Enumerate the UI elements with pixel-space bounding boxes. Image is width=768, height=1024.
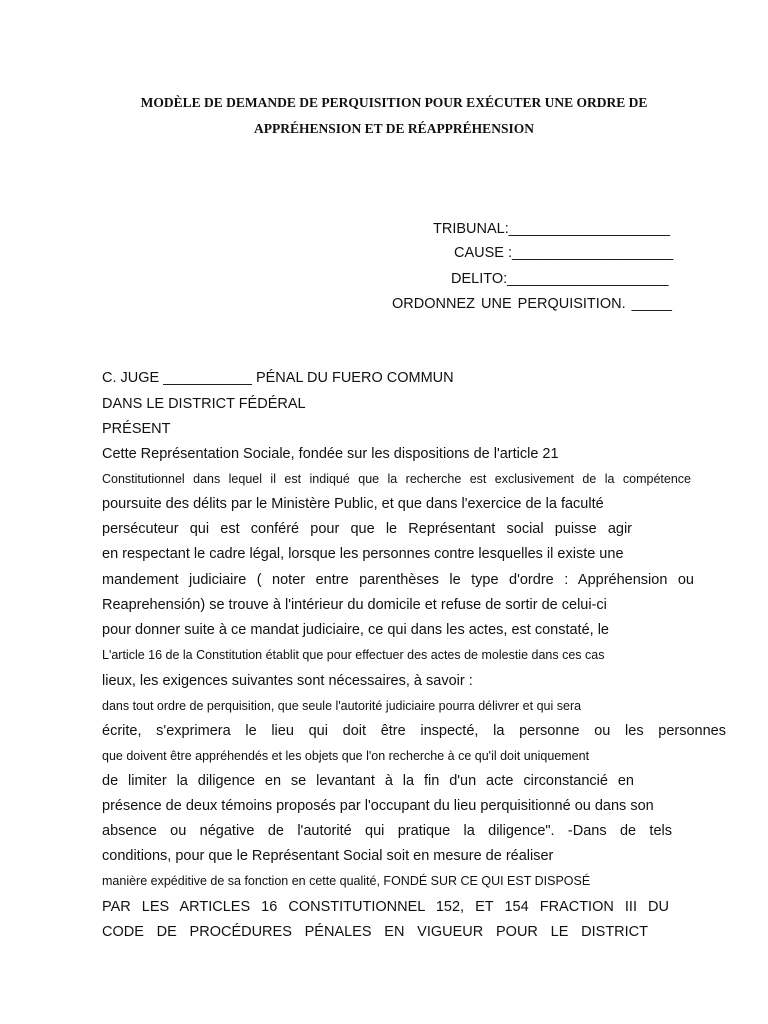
ordonnez-field: ORDONNEZ UNE PERQUISITION. _____	[392, 296, 672, 312]
body-line: CODE DE PROCÉDURES PÉNALES EN VIGUEUR POUR LE DISTRICT	[102, 924, 648, 940]
body-line: en respectant le cadre légal, lorsque les personnes contre lesquelles il existe une	[102, 546, 624, 562]
body-line: présence de deux témoins proposés par l'occupant du lieu perquisitionné ou dans son	[102, 798, 654, 814]
body-line: C. JUGE ___________ PÉNAL DU FUERO COMMUN	[102, 370, 454, 386]
body-line: conditions, pour que le Représentant Social soit en mesure de réaliser	[102, 848, 554, 864]
body-line: de limiter la diligence en se levantant à la fin d'un acte circonstancié en	[102, 773, 634, 789]
body-line: persécuteur qui est conféré pour que le Représentant social puisse agir	[102, 521, 632, 537]
body-line: absence ou négative de l'autorité qui pratique la diligence". -Dans de tels	[102, 823, 672, 839]
body-line: L'article 16 de la Constitution établit que pour effectuer des actes de molestie dans ces cas	[102, 648, 605, 662]
cause-field: CAUSE :____________________	[454, 245, 674, 261]
title-line-2: APPRÉHENSION ET DE RÉAPPRÉHENSION	[254, 121, 534, 136]
body-line: mandement judiciaire ( noter entre parenthèses le type d'ordre : Appréhension ou	[102, 572, 694, 588]
title-line-1: MODÈLE DE DEMANDE DE PERQUISITION POUR EXÉCUTER UNE ORDRE DE	[140, 95, 648, 110]
body-line: pour donner suite à ce mandat judiciaire, ce qui dans les actes, est constaté, le	[102, 622, 609, 638]
body-line: Reaprehensión) se trouve à l'intérieur du domicile et refuse de sortir de celui-ci	[102, 597, 607, 613]
body-line: lieux, les exigences suivantes sont nécessaires, à savoir :	[102, 673, 473, 689]
body-line: que doivent être appréhendés et les objets que l'on recherche à ce qu'il doit uniquement	[102, 749, 590, 763]
body-line: Cette Représentation Sociale, fondée sur les dispositions de l'article 21	[102, 446, 559, 462]
delito-field: DELITO:____________________	[451, 271, 669, 287]
body-line: PAR LES ARTICLES 16 CONSTITUTIONNEL 152, ET 154 FRACTION III DU	[102, 899, 669, 915]
body-line: poursuite des délits par le Ministère Public, et que dans l'exercice de la faculté	[102, 496, 604, 512]
body-line: manière expéditive de sa fonction en cette qualité, FONDÉ SUR CE QUI EST DISPOSÉ	[102, 874, 591, 888]
body-line: écrite, s'exprimera le lieu qui doit être inspecté, la personne ou les personnes	[102, 723, 726, 739]
body-line: Constitutionnel dans lequel il est indiqué que la recherche est exclusivement de la compétence	[102, 472, 691, 486]
body-line: DANS LE DISTRICT FÉDÉRAL	[102, 396, 306, 412]
tribunal-field: TRIBUNAL:____________________	[433, 221, 671, 237]
body-line: PRÉSENT	[102, 421, 171, 437]
body-line: dans tout ordre de perquisition, que seule l'autorité judiciaire pourra délivrer et qui sera	[102, 699, 582, 713]
